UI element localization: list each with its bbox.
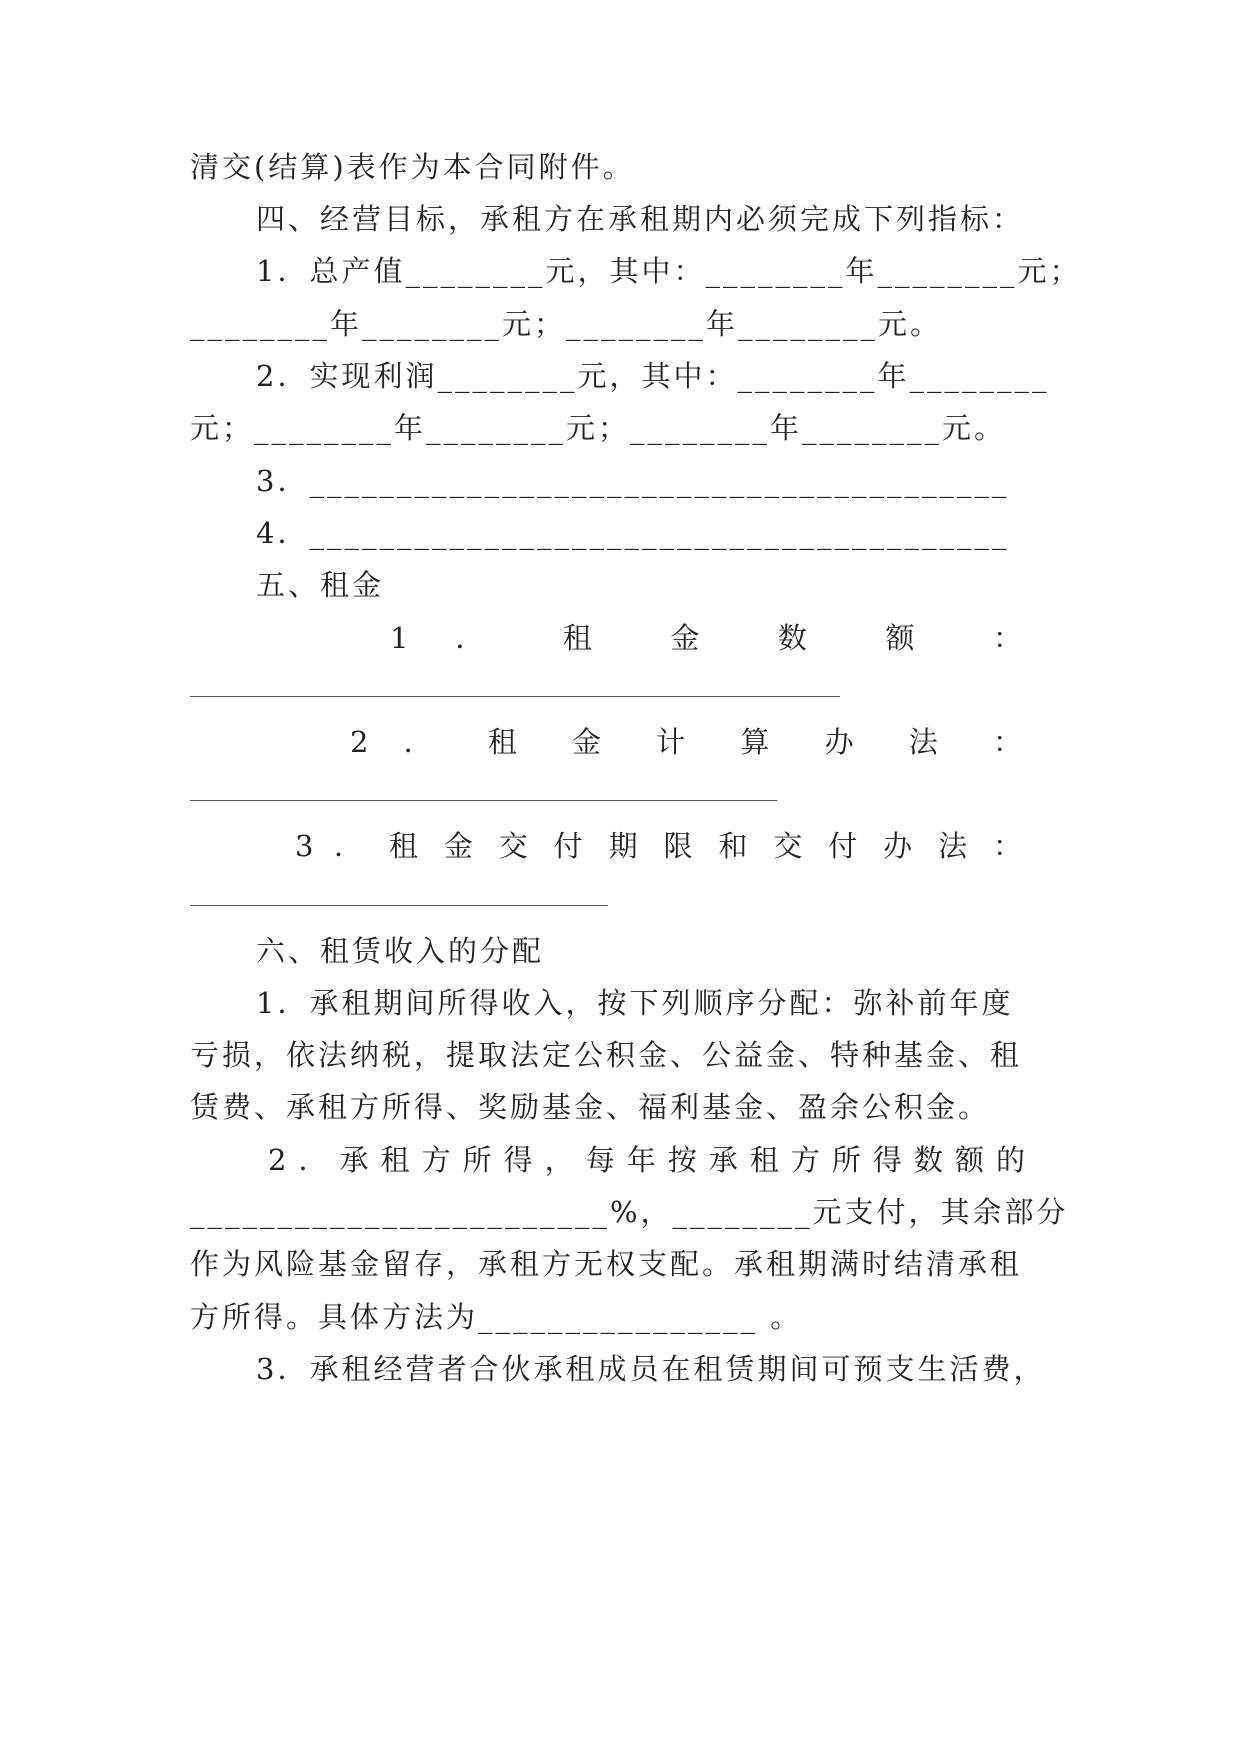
text-line-item-3: 3．________________________________________ (256, 464, 1010, 498)
text-line-distribution-1: 1．承租期间所得收入，按下列顺序分配：弥补前年度 (256, 986, 1014, 1020)
text-line-living-expenses: 3．承租经营者合伙承租成员在租赁期间可预支生活费， (256, 1352, 1046, 1386)
text-line-rent-payment: 3 ． 租 金 交 付 期 限 和 交 付 办 法 ： (295, 829, 1025, 863)
text-line-distribution-2: 亏损，依法纳税，提取法定公积金、公益金、特种基金、租 (190, 1038, 1023, 1072)
text-line-6: 元；________年________元；________年________元。 (190, 411, 1007, 445)
section-heading-income-distribution: 六、租赁收入的分配 (256, 934, 545, 968)
text-line-distribution-3: 赁费、承租方所得、奖励基金、福利基金、盈余公积金。 (190, 1090, 991, 1124)
text-line-percentage: ________________________%，________元支付，其余部分 (190, 1195, 1069, 1229)
blank-line-rent-payment (190, 905, 608, 906)
text-line-lessee-share: 2．承租方所得，每年按承租方所得数额的 (268, 1143, 1028, 1177)
text-line-4: ________年________元；________年________元。 (190, 307, 943, 341)
blank-line-rent-calculation (190, 800, 777, 801)
text-line-item-4: 4．________________________________________ (256, 516, 1010, 550)
blank-line-rent-amount (190, 696, 840, 697)
text-line-rent-amount: 1 ． 租 金 数 额 ： (390, 621, 1025, 655)
text-line-rent-calculation: 2 ． 租 金 计 算 办 法 ： (350, 725, 1025, 759)
text-line-method: 方所得。具体方法为________________ 。 (190, 1300, 803, 1334)
text-line-1: 清交(结算)表作为本合同附件。 (190, 150, 635, 184)
text-line-profit: 2．实现利润________元，其中：________年________ (256, 359, 1050, 393)
section-heading-business-targets: 四、经营目标，承租方在承租期内必须完成下列指标： (256, 202, 1025, 236)
text-line-total-output: 1．总产值________元，其中：________年________元； (256, 254, 1082, 288)
text-line-risk-fund: 作为风险基金留存，承租方无权支配。承租期满时结清承租 (190, 1247, 1023, 1281)
section-heading-rent: 五、租金 (256, 568, 385, 602)
